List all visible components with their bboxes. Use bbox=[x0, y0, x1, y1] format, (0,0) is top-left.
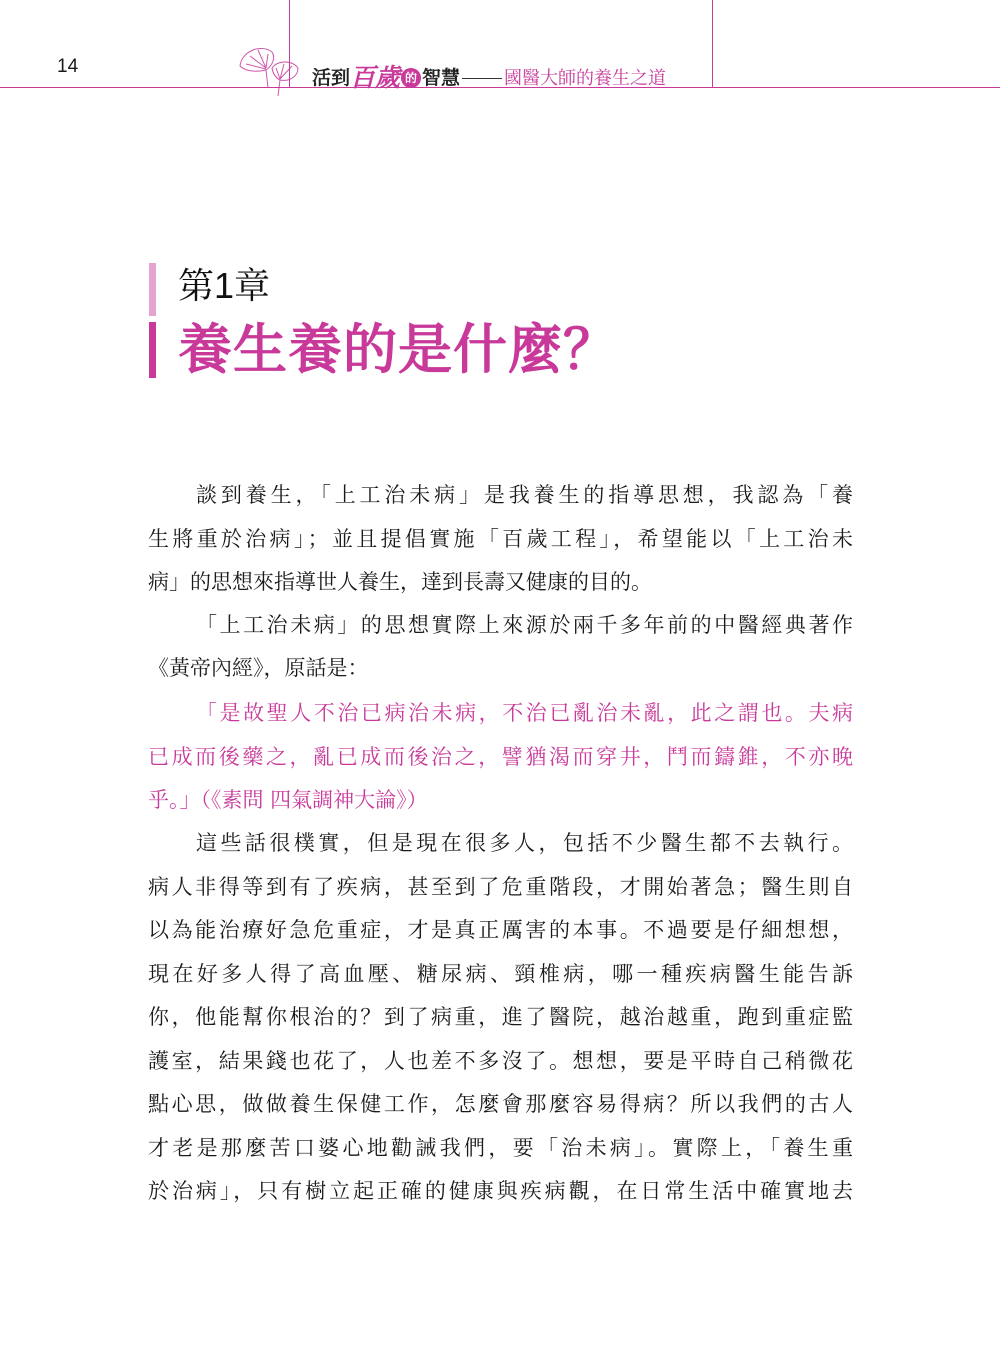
paragraph-line: 病人非得等到有了疾病，甚至到了危重階段，才開始著急；醫生則自 bbox=[148, 875, 853, 899]
paragraph-line: 病」的思想來指導世人養生，達到長壽又健康的目的。 bbox=[148, 570, 652, 594]
running-head-title bbox=[312, 56, 666, 90]
paragraph-line: 你，他能幫你根治的？到了病重，進了醫院，越治越重，跑到重症監 bbox=[148, 1005, 853, 1029]
paragraph-line: 才老是那麼苦口婆心地勸誡我們，要「治未病」。實際上，「養生重 bbox=[148, 1136, 853, 1160]
header-divider-right bbox=[712, 0, 713, 88]
book-title-circle: 的 bbox=[401, 68, 421, 88]
chapter-bar-dark bbox=[149, 322, 156, 378]
paragraph-line: 《黃帝內經》，原話是： bbox=[148, 656, 369, 680]
chapter-title: 養生養的是什麼？ bbox=[178, 317, 618, 381]
page-number: 14 bbox=[57, 56, 79, 77]
book-title-accent: 百歲 bbox=[350, 63, 401, 92]
paragraph-line: 於治病」，只有樹立起正確的健康與疾病觀，在日常生活中確實地去 bbox=[148, 1179, 853, 1203]
book-title-part1: 活到 bbox=[312, 67, 351, 89]
book-subtitle: 國醫大師的養生之道 bbox=[504, 68, 667, 88]
quote-line: 乎。」（《素問 四氣調神大論》） bbox=[148, 788, 428, 812]
paragraph-line: 護室，結果錢也花了，人也差不多沒了。想想，要是平時自己稍微花 bbox=[148, 1049, 853, 1073]
paragraph-line: 「上工治未病」的思想實際上來源於兩千多年前的中醫經典著作 bbox=[196, 613, 853, 637]
chapter-bar-light bbox=[149, 263, 156, 316]
chapter-label: 第1章 bbox=[178, 265, 271, 306]
paragraph-line: 點心思，做做養生保健工作，怎麼會那麼容易得病？所以我們的古人 bbox=[148, 1092, 853, 1116]
ginkgo-leaf-icon bbox=[232, 38, 302, 100]
paragraph-line: 談到養生，「上工治未病」是我養生的指導思想，我認為「養 bbox=[196, 483, 853, 507]
title-dash bbox=[462, 78, 502, 79]
quote-line: 已成而後藥之，亂已成而後治之，譬猶渴而穿井，鬥而鑄錐，不亦晚 bbox=[148, 745, 853, 769]
quote-line: 「是故聖人不治已病治未病，不治已亂治未亂，此之謂也。夫病 bbox=[196, 701, 853, 725]
paragraph-line: 生將重於治病」；並且提倡實施「百歲工程」，希望能以「上工治未 bbox=[148, 527, 853, 551]
book-title-part2: 智慧 bbox=[422, 67, 461, 89]
paragraph-line: 現在好多人得了高血壓、糖尿病、頸椎病，哪一種疾病醫生能告訴 bbox=[148, 962, 853, 986]
paragraph-line: 這些話很樸實，但是現在很多人，包括不少醫生都不去執行。 bbox=[196, 831, 853, 855]
paragraph-line: 以為能治療好急危重症，才是真正厲害的本事。不過要是仔細想想， bbox=[148, 918, 853, 942]
